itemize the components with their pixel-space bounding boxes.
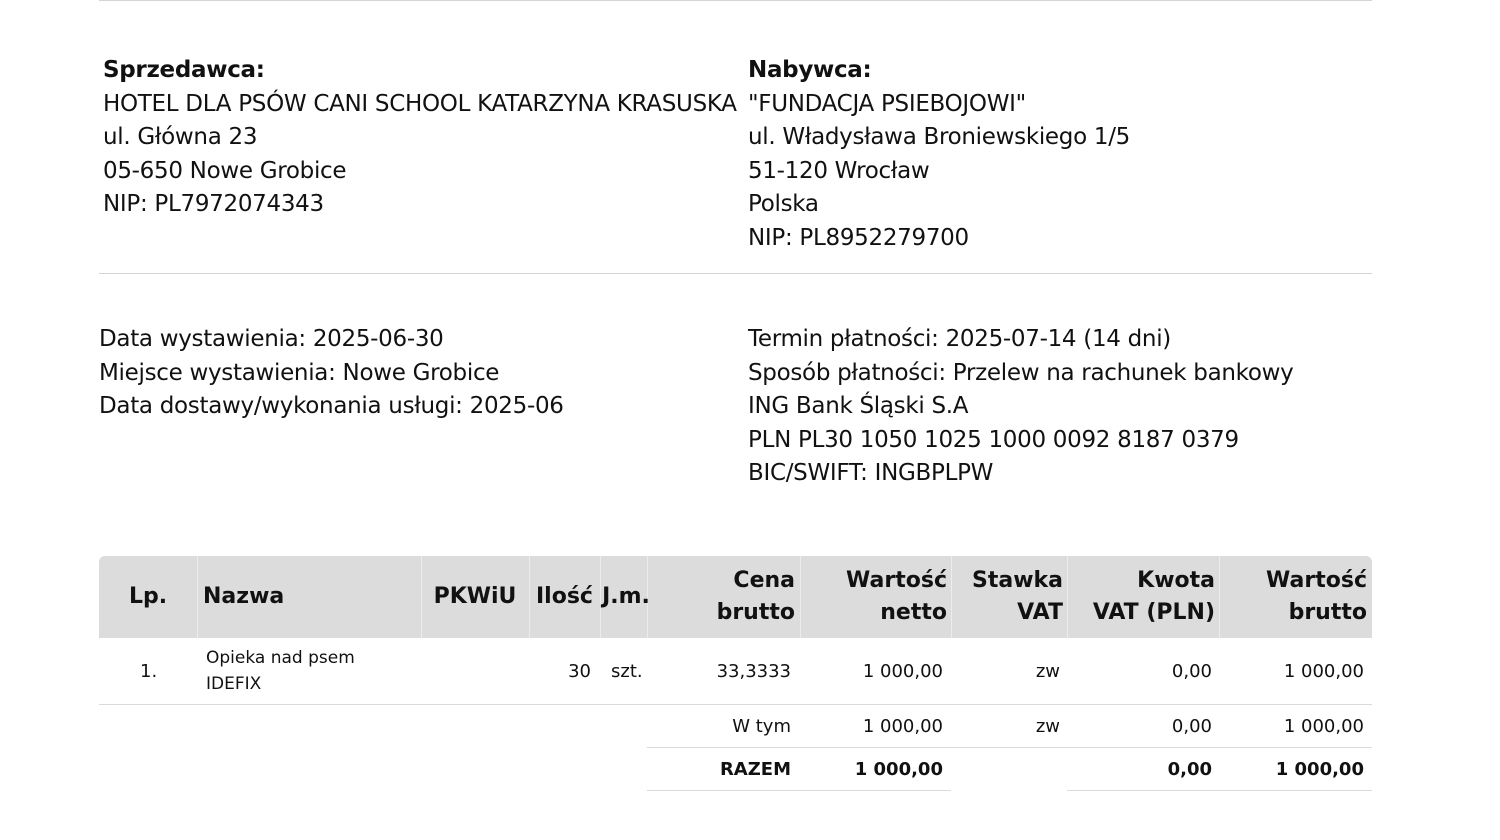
row-qty: 30 <box>568 661 591 682</box>
total-net: 1 000,00 <box>854 759 943 780</box>
bic-swift: BIC/SWIFT: INGBPLPW <box>748 460 994 486</box>
seller-name: HOTEL DLA PSÓW CANI SCHOOL KATARZYNA KRASUSKA <box>103 90 737 117</box>
row-name-detail: IDEFIX <box>206 674 262 694</box>
header-stawka-vat: Stawka VAT <box>971 568 1063 625</box>
row-divider <box>99 704 1372 705</box>
subtotal-gross: 1 000,00 <box>1283 716 1364 737</box>
subtotal-net: 1 000,00 <box>862 716 943 737</box>
payment-block <box>748 323 1293 491</box>
column-separator <box>197 556 198 638</box>
header-wartosc-netto: Wartość netto <box>846 568 947 625</box>
buyer-street: ul. Władysława Broniewskiego 1/5 <box>748 124 1130 150</box>
column-separator <box>1219 556 1220 638</box>
payment-method: Sposób płatności: Przelew na rachunek bankowy <box>748 359 1294 386</box>
row-gross: 1 000,00 <box>1283 661 1364 682</box>
header-kwota-vat: Kwota VAT (PLN) <box>1092 568 1215 625</box>
issue-date: Data wystawienia: 2025-06-30 <box>99 326 444 352</box>
total-gross: 1 000,00 <box>1275 759 1364 780</box>
seller-city: 05-650 Nowe Grobice <box>103 157 347 184</box>
header-pkwiu: PKWiU <box>433 584 517 609</box>
header-cena-brutto: Cena brutto <box>716 568 795 625</box>
bank-account: PLN PL30 1050 1025 1000 0092 8187 0379 <box>748 426 1239 453</box>
column-separator <box>1067 556 1068 638</box>
buyer-country: Polska <box>748 191 819 217</box>
column-separator <box>800 556 801 638</box>
subtotal-divider <box>647 747 1372 748</box>
row-name: Opieka nad psem <box>206 648 355 668</box>
row-unit: szt. <box>611 661 643 682</box>
buyer-block <box>748 54 1130 255</box>
header-nazwa: Nazwa <box>203 584 285 609</box>
row-net: 1 000,00 <box>862 661 943 682</box>
dates-block <box>99 323 564 424</box>
header-jm: J.m. <box>602 584 650 609</box>
header-wartosc-brutto: Wartość brutto <box>1266 568 1367 625</box>
buyer-label: Nabywca: <box>748 57 872 83</box>
top-divider <box>99 0 1372 1</box>
total-vat: 0,00 <box>1167 759 1212 780</box>
total-divider <box>1067 790 1372 791</box>
header-ilosc: Ilość <box>536 584 593 609</box>
row-price: 33,3333 <box>716 661 791 682</box>
delivery-date: Data dostawy/wykonania usługi: 2025-06 <box>99 393 564 419</box>
column-separator <box>951 556 952 638</box>
subtotal-label: W tym <box>732 716 791 737</box>
total-label: RAZEM <box>719 759 791 780</box>
subtotal-vat: 0,00 <box>1171 716 1212 737</box>
seller-label: Sprzedawca: <box>103 57 265 83</box>
row-lp: 1. <box>140 661 158 682</box>
subtotal-rate: zw <box>1035 716 1060 737</box>
buyer-nip: NIP: PL8952279700 <box>748 224 969 251</box>
row-vat: 0,00 <box>1171 661 1212 682</box>
seller-block <box>103 54 737 222</box>
section-divider <box>99 273 1372 274</box>
bank-name: ING Bank Śląski S.A <box>748 393 969 419</box>
row-rate: zw <box>1035 661 1060 682</box>
seller-nip: NIP: PL7972074343 <box>103 191 324 217</box>
total-divider <box>647 790 951 791</box>
header-lp: Lp. <box>128 584 168 609</box>
buyer-city: 51-120 Wrocław <box>748 157 930 184</box>
buyer-name: "FUNDACJA PSIEBOJOWI" <box>748 90 1026 117</box>
seller-street: ul. Główna 23 <box>103 124 258 150</box>
payment-due: Termin płatności: 2025-07-14 (14 dni) <box>748 326 1171 352</box>
issue-place: Miejsce wystawienia: Nowe Grobice <box>99 359 500 386</box>
